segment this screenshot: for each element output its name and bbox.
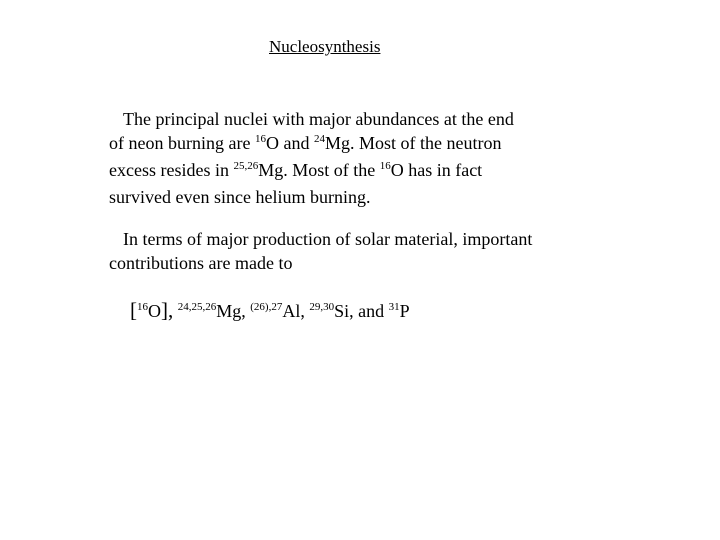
mass-number-superscript: 24 (313, 133, 325, 145)
paragraph-solar-production (109, 227, 532, 275)
text-segment: survived even since helium burning. (109, 187, 371, 207)
mass-number-superscript: 31 (388, 301, 400, 313)
paragraph-neon-burning (109, 107, 514, 209)
mass-number-superscript: 24,25,26 (177, 301, 217, 313)
paragraph-line (109, 131, 514, 158)
paragraph-line (109, 185, 514, 209)
element-symbol: Mg, (216, 301, 246, 321)
text-segment: O and (265, 133, 314, 153)
paragraph-line (109, 227, 532, 251)
element-symbol: Al, (282, 301, 305, 321)
mass-number-superscript: 25,26 (233, 160, 259, 172)
mass-number-superscript: 16 (254, 133, 266, 145)
isotope-list (130, 298, 410, 323)
text-segment: Mg. Most of the neutron (324, 133, 502, 153)
element-symbol: P (399, 301, 410, 321)
paragraph-line (109, 158, 514, 185)
mass-number-superscript: 16 (137, 301, 148, 313)
element-symbol: O (148, 301, 161, 321)
text-segment: of neon burning are (109, 133, 255, 153)
open-bracket: [ (130, 298, 137, 322)
text-segment: contributions are made to (109, 253, 293, 273)
text-segment: excess resides in (109, 160, 234, 180)
mass-number-superscript: (26),27 (250, 301, 283, 313)
close-bracket: ], (161, 298, 174, 322)
page-title: Nucleosynthesis (269, 37, 381, 56)
paragraph-line (109, 107, 514, 131)
text-segment: In terms of major production of solar material, important (123, 229, 533, 249)
element-symbol: Si, and (334, 301, 385, 321)
mass-number-superscript: 16 (379, 160, 391, 172)
paragraph-line (109, 251, 532, 275)
mass-number-superscript: 29,30 (309, 301, 335, 313)
text-segment: O has in fact (390, 160, 483, 180)
text-segment: Mg. Most of the (258, 160, 380, 180)
text-segment: The principal nuclei with major abundances at the end (123, 109, 514, 129)
